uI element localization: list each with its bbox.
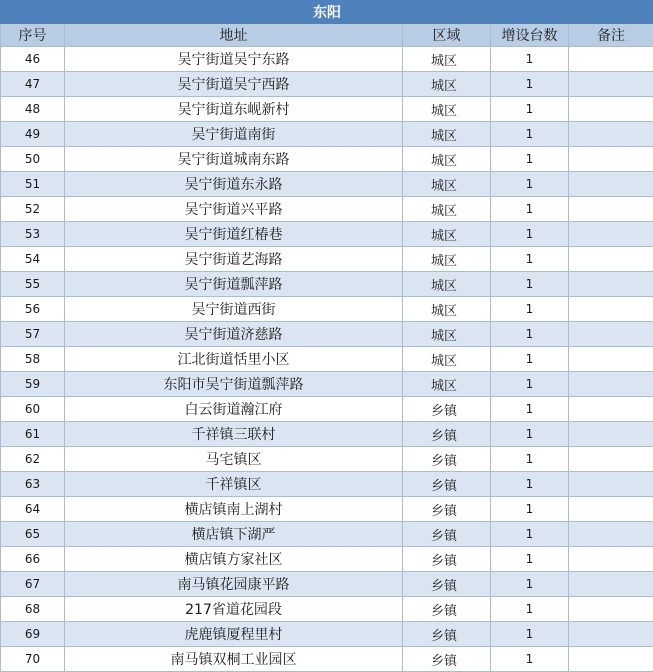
cell-region: 城区: [403, 122, 491, 147]
cell-remark: [569, 397, 653, 422]
cell-region: 城区: [403, 247, 491, 272]
cell-region: 乡镇: [403, 647, 491, 672]
cell-region: 乡镇: [403, 472, 491, 497]
table-row: [1, 172, 653, 197]
cell-count: 1: [491, 622, 569, 647]
header-count: 增设台数: [491, 24, 569, 47]
cell-index: 57: [1, 322, 65, 347]
cell-address: 吴宁街道吴宁东路: [65, 47, 403, 72]
cell-address: 吴宁街道吴宁西路: [65, 72, 403, 97]
cell-index: 67: [1, 572, 65, 597]
cell-count: 1: [491, 122, 569, 147]
table-row: [1, 97, 653, 122]
table-row: [1, 272, 653, 297]
cell-count: 1: [491, 147, 569, 172]
cell-address: 江北街道恬里小区: [65, 347, 403, 372]
cell-address: 吴宁街道南街: [65, 122, 403, 147]
cell-index: 66: [1, 547, 65, 572]
cell-count: 1: [491, 322, 569, 347]
cell-address: 千祥镇三联村: [65, 422, 403, 447]
cell-count: 1: [491, 347, 569, 372]
cell-remark: [569, 422, 653, 447]
cell-count: 1: [491, 47, 569, 72]
cell-index: 47: [1, 72, 65, 97]
table-row: [1, 397, 653, 422]
cell-remark: [569, 297, 653, 322]
cell-remark: [569, 222, 653, 247]
cell-count: 1: [491, 197, 569, 222]
cell-remark: [569, 347, 653, 372]
cell-count: 1: [491, 222, 569, 247]
cell-address: 吴宁街道瓢萍路: [65, 272, 403, 297]
cell-remark: [569, 372, 653, 397]
table-row: [1, 322, 653, 347]
cell-index: 48: [1, 97, 65, 122]
cell-region: 城区: [403, 47, 491, 72]
cell-region: 城区: [403, 372, 491, 397]
cell-address: 217省道花园段: [65, 597, 403, 622]
cell-index: 58: [1, 347, 65, 372]
cell-remark: [569, 122, 653, 147]
cell-region: 乡镇: [403, 572, 491, 597]
cell-address: 吴宁街道兴平路: [65, 197, 403, 222]
cell-index: 69: [1, 622, 65, 647]
cell-index: 70: [1, 647, 65, 672]
cell-index: 54: [1, 247, 65, 272]
cell-remark: [569, 147, 653, 172]
header-remark: 备注: [569, 24, 653, 47]
cell-remark: [569, 172, 653, 197]
cell-address: 横店镇南上湖村: [65, 497, 403, 522]
cell-region: 乡镇: [403, 622, 491, 647]
cell-remark: [569, 522, 653, 547]
cell-region: 城区: [403, 272, 491, 297]
table-row: [1, 222, 653, 247]
cell-index: 62: [1, 447, 65, 472]
cell-count: 1: [491, 447, 569, 472]
table-row: [1, 372, 653, 397]
cell-index: 49: [1, 122, 65, 147]
cell-region: 城区: [403, 222, 491, 247]
table-row: [1, 422, 653, 447]
cell-index: 65: [1, 522, 65, 547]
cell-index: 46: [1, 47, 65, 72]
table-row: [1, 247, 653, 272]
cell-index: 51: [1, 172, 65, 197]
table-row: [1, 547, 653, 572]
table-row: [1, 472, 653, 497]
cell-address: 吴宁街道艺海路: [65, 247, 403, 272]
cell-address: 南马镇花园康平路: [65, 572, 403, 597]
cell-remark: [569, 622, 653, 647]
cell-index: 52: [1, 197, 65, 222]
cell-remark: [569, 97, 653, 122]
cell-address: 横店镇下湖严: [65, 522, 403, 547]
cell-address: 横店镇方家社区: [65, 547, 403, 572]
table-row: [1, 197, 653, 222]
cell-region: 城区: [403, 197, 491, 222]
cell-index: 61: [1, 422, 65, 447]
cell-count: 1: [491, 572, 569, 597]
cell-index: 50: [1, 147, 65, 172]
cell-remark: [569, 547, 653, 572]
cell-index: 59: [1, 372, 65, 397]
cell-region: 乡镇: [403, 522, 491, 547]
cell-remark: [569, 72, 653, 97]
cell-region: 乡镇: [403, 422, 491, 447]
cell-remark: [569, 47, 653, 72]
cell-count: 1: [491, 497, 569, 522]
cell-region: 乡镇: [403, 497, 491, 522]
cell-remark: [569, 322, 653, 347]
cell-index: 68: [1, 597, 65, 622]
table-row: [1, 347, 653, 372]
cell-remark: [569, 647, 653, 672]
cell-region: 乡镇: [403, 397, 491, 422]
cell-remark: [569, 447, 653, 472]
cell-address: 吴宁街道红椿巷: [65, 222, 403, 247]
cell-count: 1: [491, 472, 569, 497]
cell-count: 1: [491, 97, 569, 122]
cell-count: 1: [491, 297, 569, 322]
table-row: [1, 47, 653, 72]
table-row: [1, 522, 653, 547]
cell-remark: [569, 572, 653, 597]
cell-remark: [569, 197, 653, 222]
cell-count: 1: [491, 522, 569, 547]
cell-address: 吴宁街道济慈路: [65, 322, 403, 347]
table-row: [1, 72, 653, 97]
table-row: [1, 497, 653, 522]
cell-count: 1: [491, 247, 569, 272]
cell-count: 1: [491, 372, 569, 397]
cell-remark: [569, 472, 653, 497]
header-address: 地址: [65, 24, 403, 47]
cell-count: 1: [491, 422, 569, 447]
cell-address: 吴宁街道城南东路: [65, 147, 403, 172]
header-index: 序号: [1, 24, 65, 47]
cell-index: 53: [1, 222, 65, 247]
cell-index: 55: [1, 272, 65, 297]
table-body: [1, 47, 653, 672]
cell-region: 城区: [403, 172, 491, 197]
cell-region: 乡镇: [403, 547, 491, 572]
cell-address: 东阳市吴宁街道瓢萍路: [65, 372, 403, 397]
cell-address: 千祥镇区: [65, 472, 403, 497]
table-row: [1, 572, 653, 597]
cell-count: 1: [491, 72, 569, 97]
cell-region: 城区: [403, 297, 491, 322]
cell-region: 城区: [403, 147, 491, 172]
table-row: [1, 622, 653, 647]
cell-address: 吴宁街道东永路: [65, 172, 403, 197]
cell-count: 1: [491, 397, 569, 422]
cell-address: 白云街道瀚江府: [65, 397, 403, 422]
cell-index: 56: [1, 297, 65, 322]
cell-region: 城区: [403, 72, 491, 97]
table-row: [1, 297, 653, 322]
header-row: [1, 24, 653, 47]
table-title: 东阳: [1, 1, 653, 24]
cell-index: 63: [1, 472, 65, 497]
cell-region: 城区: [403, 97, 491, 122]
table-row: [1, 122, 653, 147]
cell-count: 1: [491, 547, 569, 572]
cell-count: 1: [491, 647, 569, 672]
cell-address: 南马镇双桐工业园区: [65, 647, 403, 672]
cell-remark: [569, 497, 653, 522]
table-row: [1, 447, 653, 472]
cell-remark: [569, 597, 653, 622]
table-row: [1, 597, 653, 622]
cell-count: 1: [491, 597, 569, 622]
cell-address: 吴宁街道东岘新村: [65, 97, 403, 122]
cell-remark: [569, 247, 653, 272]
table-row: [1, 147, 653, 172]
table-row: [1, 647, 653, 672]
cell-region: 城区: [403, 322, 491, 347]
cell-region: 乡镇: [403, 447, 491, 472]
cell-region: 城区: [403, 347, 491, 372]
header-region: 区域: [403, 24, 491, 47]
title-row: [1, 1, 653, 24]
cell-address: 虎鹿镇厦程里村: [65, 622, 403, 647]
cell-address: 马宅镇区: [65, 447, 403, 472]
cell-address: 吴宁街道西街: [65, 297, 403, 322]
cell-count: 1: [491, 172, 569, 197]
cell-region: 乡镇: [403, 597, 491, 622]
cell-count: 1: [491, 272, 569, 297]
cell-remark: [569, 272, 653, 297]
cell-index: 60: [1, 397, 65, 422]
cell-index: 64: [1, 497, 65, 522]
